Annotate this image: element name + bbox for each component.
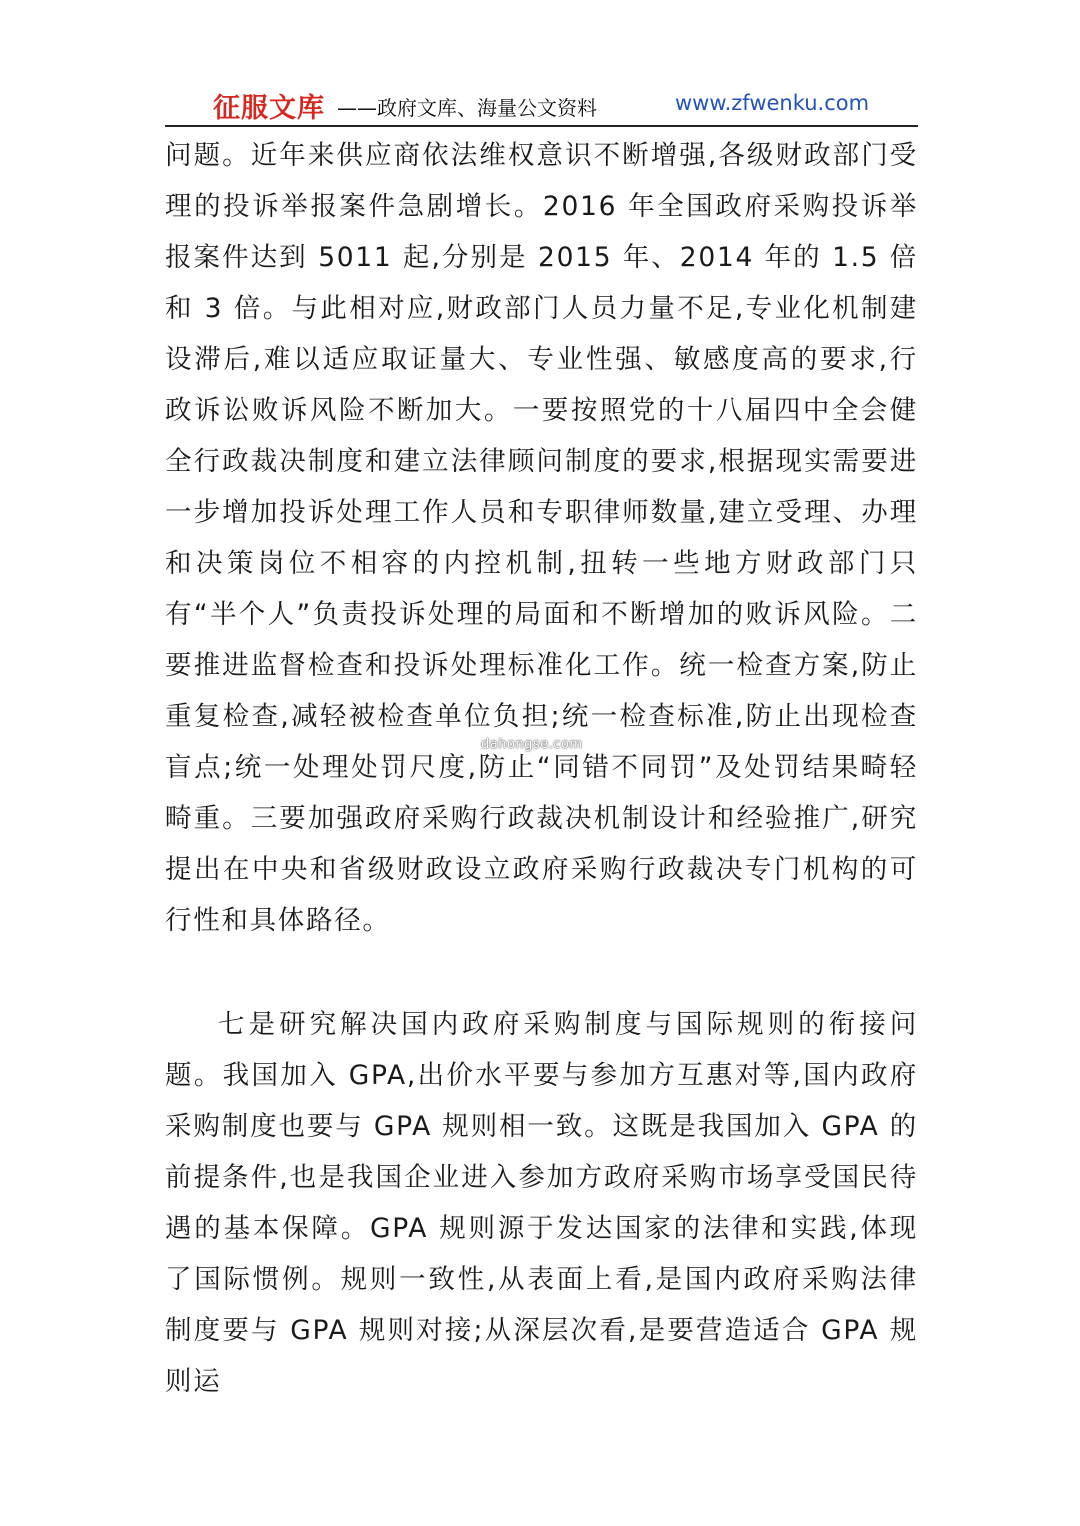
header-divider bbox=[165, 125, 918, 127]
paragraph: 问题。近年来供应商依法维权意识不断增强,各级财政部门受理的投诉举报案件急剧增长。2016 年全国政府采购投诉举报案件达到 5011 起,分别是 2015 年、2014 年的 1.5 倍和 3 倍。与此相对应,财政部门人员力量不足,专业化机制建设滞后,难以适应取证量大、专业性强、敏感度高的要求,行政诉讼败诉风险不断加大。一要按照党的十八届四中全会健全行政裁决制度和建立法律顾问制度的要求,根据现实需要进一步增加投诉处理工作人员和专职律师数量,建立受理、办理和决策岗位不相容的内控机制,扭转一些地方财政部门只有“半个人”负责投诉处理的局面和不断增加的败诉风险。二要推进监督检查和投诉处理标准化工作。统一检查方案,防止重复检查,减轻被检查单位负担;统一检查标准,防止出现检查盲点;统一处理处罚尺度,防止“同错不同罚”及处罚结果畸轻畸重。三要加强政府采购行政裁决机制设计和经验推广,研究提出在中央和省级财政设立政府采购行政裁决专门机构的可行性和具体路径。 bbox=[165, 140, 918, 936]
page-header bbox=[165, 82, 918, 124]
watermark-text: dahongse.com bbox=[481, 737, 583, 752]
document-body bbox=[165, 130, 918, 1407]
brand-logo-text: 征服文库 bbox=[213, 93, 325, 124]
header-tagline: ——政府文库、海量公文资料 bbox=[337, 96, 597, 120]
site-url-link[interactable]: www.zfwenku.com bbox=[675, 91, 870, 115]
paragraph: 七是研究解决国内政府采购制度与国际规则的衔接问题。我国加入 GPA,出价水平要与参加方互惠对等,国内政府采购制度也要与 GPA 规则相一致。这既是我国加入 GPA 的前提条件,也是我国企业进入参加方政府采购市场享受国民待遇的基本保障。GPA 规则源于发达国家的法律和实践,体现了国际惯例。规则一致性,从表面上看,是国内政府采购法律制度要与 GPA 规则对接;从深层次看,是要营造适合 GPA 规则运 bbox=[165, 1009, 918, 1397]
